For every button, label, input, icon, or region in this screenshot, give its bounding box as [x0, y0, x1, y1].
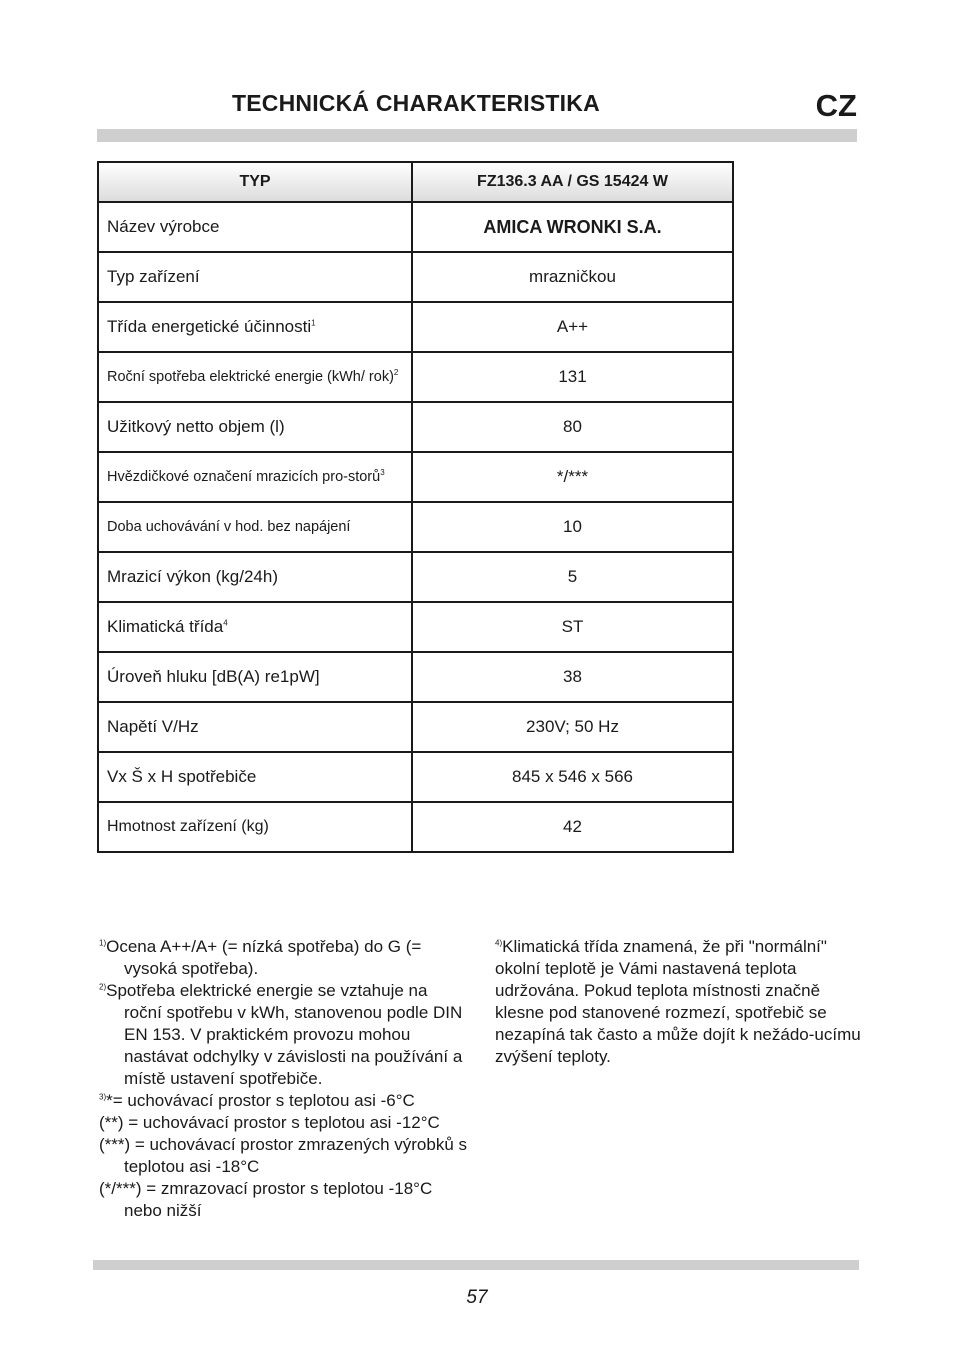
row-value: ST [412, 602, 733, 652]
row-value: */*** [412, 452, 733, 502]
row-label: Klimatická třída$^4$ [98, 602, 412, 652]
row-label: Vx Š x H spotřebiče [98, 752, 412, 802]
row-value: 10 [412, 502, 733, 552]
table-row [98, 552, 733, 602]
row-value: 38 [412, 652, 733, 702]
footnote-mark: 4) [495, 938, 503, 948]
footnote-mark: 1) [99, 938, 107, 948]
row-label: Třída energetické účinnosti$^1$ [98, 302, 412, 352]
row-label: Název výrobce [98, 202, 412, 252]
row-value: 80 [412, 402, 733, 452]
footnote: $^{1)}$Ocena A++/A+ (= nízká spotřeba) do G (= vysoká spotřeba). [99, 937, 422, 978]
table-row [98, 602, 733, 652]
row-label: Doba uchovávání v hod. bez napájení [98, 502, 412, 552]
footnote-ref: 1 [311, 318, 316, 328]
footer-rule [93, 1260, 859, 1270]
footnote-mark: 2) [99, 982, 107, 992]
table-row [98, 802, 733, 852]
footnote-ref: 4 [223, 618, 228, 628]
row-value: A++ [412, 302, 733, 352]
row-label: Napětí V/Hz [98, 702, 412, 752]
row-label: Mrazicí výkon (kg/24h) [98, 552, 412, 602]
table-row [98, 202, 733, 252]
footnote: (**) = uchovávací prostor s teplotou asi -12°C [99, 1113, 440, 1132]
row-label: Užitkový netto objem (l) [98, 402, 412, 452]
row-value: AMICA WRONKI S.A. [412, 202, 733, 252]
header-model: FZ136.3 AA / GS 15424 W [412, 162, 733, 202]
table-row [98, 502, 733, 552]
footnote: (*/***) = zmrazovací prostor s teplotou -18°C nebo nižší [99, 1179, 433, 1220]
row-label: Roční spotřeba elektrické energie (kWh/ rok)$^2$ [98, 352, 412, 402]
footnote: $^{4)}$Klimatická třída znamená, že při "normální" okolní teplotě je Vámi nastavená teplota udržována. Pokud teplota místnosti značně klesne pod stanovené rozmezí, spotřebič se nezapíná tak často a může dojít k nežádo-ucímu zvýšení teploty. [495, 937, 861, 1066]
row-label: Hmotnost zařízení (kg) [98, 802, 412, 852]
row-value: 42 [412, 802, 733, 852]
page-number: 57 [466, 1287, 488, 1308]
row-label: Úroveň hluku [dB(A) re1pW] [98, 652, 412, 702]
table-header-row [98, 162, 733, 202]
row-value: 5 [412, 552, 733, 602]
table-row [98, 652, 733, 702]
page-title: TECHNICKÁ CHARAKTERISTIKA [232, 90, 600, 116]
row-label: Typ zařízení [98, 252, 412, 302]
header-rule [97, 129, 857, 142]
table-row [98, 352, 733, 402]
footnote-ref: 2 [393, 367, 399, 377]
footnote: (***) = uchovávací prostor zmrazených výrobků s teplotou asi -18°C [99, 1135, 468, 1176]
footnote-mark: 3) [99, 1092, 107, 1102]
row-value: 845 x 546 x 566 [412, 752, 733, 802]
table-row [98, 702, 733, 752]
table-row [98, 252, 733, 302]
table-row [98, 752, 733, 802]
row-value: 131 [412, 352, 733, 402]
language-code: CZ [815, 88, 857, 123]
table-row [98, 302, 733, 352]
footnote: $^{3)}$*= uchovávací prostor s teplotou asi -6°C [99, 1091, 415, 1110]
spec-table [97, 161, 734, 853]
footnotes-right [495, 936, 865, 1068]
row-value: mrazničkou [412, 252, 733, 302]
row-value: 230V; 50 Hz [412, 702, 733, 752]
table-row [98, 452, 733, 502]
footnote: $^{2)}$Spotřeba elektrické energie se vztahuje na roční spotřebu v kWh, stanovenou podle DIN EN 153. V praktickém provozu mohou nastávat odchylky v závislosti na používání a místě ustavení spotřebiče. [99, 981, 463, 1088]
footnotes-left [99, 936, 469, 1222]
header-label: TYP [98, 162, 412, 202]
row-label: Hvězdičkové označení mrazicích pro-storů$^3$ [98, 452, 412, 502]
table-row [98, 402, 733, 452]
footnote-ref: 3 [380, 467, 385, 477]
